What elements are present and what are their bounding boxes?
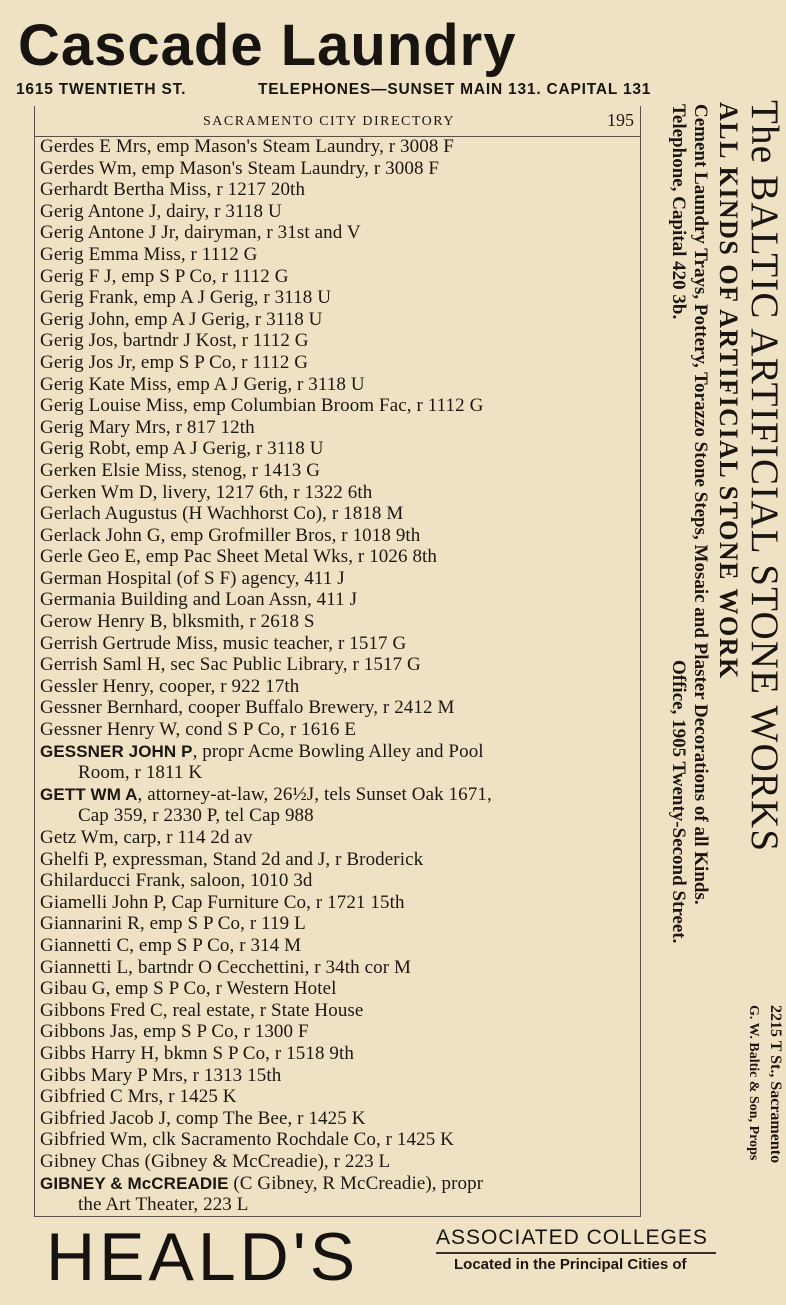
- entry-surname: Gerdes: [40, 157, 95, 179]
- healds-advertisement: [0, 1218, 786, 1295]
- directory-entry: [40, 805, 638, 827]
- stone-works-tagline: ALL KINDS OF ARTIFICIAL STONE WORK: [714, 102, 743, 680]
- directory-entry: [40, 1043, 638, 1065]
- directory-entry: [40, 482, 638, 504]
- entry-surname: Gibbons: [40, 1021, 106, 1043]
- entry-details: L, bartndr O Cecchettini, r 34th cor M: [111, 956, 411, 978]
- stone-works-office: Office, 1905 Twenty-Second Street.: [668, 660, 689, 944]
- entry-details: Robt, emp A J Gerig, r 3118 U: [83, 438, 324, 460]
- entry-surname: Gerig: [40, 308, 84, 330]
- directory-entry: [40, 1129, 638, 1151]
- directory-entry: [40, 611, 638, 633]
- entry-details: Frank, saloon, 1010 3d: [130, 870, 313, 892]
- associated-colleges: ASSOCIATED COLLEGES: [436, 1226, 716, 1254]
- laundry-advertisement: [0, 0, 690, 104]
- entry-surname: Gerlack: [40, 524, 101, 546]
- entry-surname: Gerig: [40, 200, 84, 222]
- stone-works-products: Cement Laundry Trays, Pottery, Torazzo Stone Steps, Mosaic and Plaster Decorations of all Kinds.: [690, 104, 711, 905]
- entry-surname: Gerrish: [40, 654, 98, 676]
- entry-surname: Gibfried: [40, 1107, 106, 1129]
- entry-details: Bertha Miss, r 1217 20th: [108, 179, 306, 201]
- entry-details: F J, emp S P Co, r 1112 G: [83, 265, 289, 287]
- entry-surname: Gerig: [40, 373, 84, 395]
- entry-details: Henry B, blksmith, r 2618 S: [92, 611, 315, 633]
- directory-entry: [40, 1086, 638, 1108]
- entry-details: Room, r 1811 K: [78, 762, 203, 784]
- directory-entry: [40, 503, 638, 525]
- entry-surname: Gessner: [40, 719, 102, 741]
- laundry-address: 1615 TWENTIETH ST.: [16, 81, 187, 98]
- directory-entry: [40, 1194, 638, 1216]
- stone-works-owner: G. W. Baltic & Son, Props: [746, 1005, 761, 1161]
- entry-surname: GIBNEY & McCREADIE: [40, 1173, 229, 1193]
- stone-works-address: 2215 T St., Sacramento: [767, 1005, 784, 1164]
- entry-details: C, emp S P Co, r 314 M: [111, 934, 302, 956]
- entry-details: , propr Acme Bowling Alley and Pool: [192, 740, 484, 762]
- entry-details: Jacob J, comp The Bee, r 1425 K: [105, 1107, 366, 1129]
- entry-surname: Gibfried: [40, 1086, 106, 1108]
- directory-entry: [40, 633, 638, 655]
- directory-entry: [40, 589, 638, 611]
- entry-surname: Gerdes: [40, 136, 95, 157]
- entry-details: , attorney-at-law, 26½J, tels Sunset Oak 1671,: [137, 783, 492, 805]
- entry-details: John, emp A J Gerig, r 3118 U: [83, 308, 323, 330]
- entry-details: Antone J, dairy, r 3118 U: [83, 200, 282, 222]
- directory-entry: [40, 158, 638, 180]
- directory-entry: [40, 1000, 638, 1022]
- entry-surname: Gibau: [40, 978, 87, 1000]
- entry-details: Gertrude Miss, music teacher, r 1517 G: [97, 632, 407, 654]
- entry-details: E Mrs, emp Mason's Steam Laundry, r 3008 F: [94, 136, 454, 157]
- entry-surname: Gerig: [40, 330, 84, 352]
- directory-entry: [40, 266, 638, 288]
- entry-surname: Gerow: [40, 611, 93, 633]
- entry-surname: Gerig: [40, 222, 84, 244]
- entry-details: Jas, emp S P Co, r 1300 F: [105, 1021, 309, 1043]
- directory-entry: [40, 460, 638, 482]
- directory-entry: [40, 676, 638, 698]
- directory-entry: [40, 697, 638, 719]
- directory-entry: [40, 1108, 638, 1130]
- directory-entry: [40, 546, 638, 568]
- entry-details: Wm, emp Mason's Steam Laundry, r 3008 F: [94, 157, 440, 179]
- stone-works-phone: Telephone, Capital 420 3b.: [668, 104, 689, 320]
- entry-surname: Gibney: [40, 1150, 97, 1172]
- entry-details: C Mrs, r 1425 K: [105, 1086, 237, 1108]
- entry-details: Antone J Jr, dairyman, r 31st and V: [83, 222, 361, 244]
- entry-surname: Giannetti: [40, 934, 112, 956]
- directory-entry: [40, 784, 638, 806]
- entry-surname: Gerken: [40, 481, 97, 503]
- laundry-phones: TELEPHONES—SUNSET MAIN 131. CAPITAL 131: [258, 81, 652, 98]
- entry-details: Mary P Mrs, r 1313 15th: [85, 1064, 282, 1086]
- stone-works-name: The BALTIC ARTIFICIAL STONE WORKS: [743, 100, 786, 853]
- directory-entry: [40, 1151, 638, 1173]
- directory-entry: [40, 222, 638, 244]
- directory-entry: [40, 1065, 638, 1087]
- entry-surname: Gessler: [40, 675, 98, 697]
- entry-details: Chas (Gibney & McCreadie), r 223 L: [96, 1150, 391, 1172]
- located-text: Located in the Principal Cities of: [454, 1256, 687, 1273]
- entry-details: Geo E, emp Pac Sheet Metal Wks, r 1026 8th: [82, 546, 438, 568]
- directory-entry: [40, 309, 638, 331]
- entry-surname: German: [40, 567, 102, 589]
- entry-surname: Ghelfi: [40, 848, 90, 870]
- entry-surname: Gibbs: [40, 1042, 86, 1064]
- entry-details: Henry W, cond S P Co, r 1616 E: [101, 719, 357, 741]
- entry-surname: Gerig: [40, 287, 84, 309]
- entry-details: Bernhard, cooper Buffalo Brewery, r 2412 M: [101, 697, 455, 719]
- entry-details: Building and Loan Assn, 411 J: [115, 589, 358, 611]
- entry-surname: Giannarini: [40, 913, 123, 935]
- directory-entries: [40, 136, 638, 1216]
- entry-surname: Gibbons: [40, 999, 106, 1021]
- directory-entry: [40, 719, 638, 741]
- entry-surname: Gerig: [40, 243, 84, 265]
- directory-entry: [40, 978, 638, 1000]
- entry-surname: Gibfried: [40, 1129, 106, 1151]
- entry-details: R, emp S P Co, r 119 L: [122, 913, 306, 935]
- directory-entry: [40, 330, 638, 352]
- entry-details: Wm, clk Sacramento Rochdale Co, r 1425 K: [105, 1129, 455, 1151]
- directory-entry: [40, 287, 638, 309]
- entry-surname: Gibbs: [40, 1064, 86, 1086]
- entry-surname: Giannetti: [40, 956, 112, 978]
- entry-details: Harry H, bkmn S P Co, r 1518 9th: [85, 1042, 354, 1064]
- entry-details: Fred C, real estate, r State House: [105, 999, 364, 1021]
- entry-surname: Gerrish: [40, 632, 98, 654]
- entry-surname: Gerig: [40, 351, 84, 373]
- entry-details: G, emp S P Co, r Western Hotel: [86, 978, 337, 1000]
- directory-entry: [40, 892, 638, 914]
- directory-entry: [40, 136, 638, 158]
- entry-details: P, expressman, Stand 2d and J, r Broderick: [89, 848, 424, 870]
- directory-entry: [40, 352, 638, 374]
- entry-details: John G, emp Grofmiller Bros, r 1018 9th: [100, 524, 421, 546]
- directory-entry: [40, 568, 638, 590]
- directory-entry: [40, 417, 638, 439]
- entry-details: Elsie Miss, stenog, r 1413 G: [96, 459, 321, 481]
- entry-surname: Gessner: [40, 697, 102, 719]
- entry-details: the Art Theater, 223 L: [78, 1194, 249, 1216]
- entry-surname: Gerhardt: [40, 179, 109, 201]
- entry-surname: GESSNER JOHN P: [40, 741, 193, 761]
- directory-entry: [40, 654, 638, 676]
- directory-entry: [40, 827, 638, 849]
- entry-surname: Gerig: [40, 395, 84, 417]
- entry-details: Wm, carp, r 114 2d av: [76, 827, 253, 848]
- entry-details: Henry, cooper, r 922 17th: [97, 675, 300, 697]
- entry-surname: GETT WM A: [40, 784, 138, 804]
- entry-details: John P, Cap Furniture Co, r 1721 15th: [107, 891, 405, 913]
- directory-entry: [40, 957, 638, 979]
- directory-entry: [40, 244, 638, 266]
- directory-entry: [40, 762, 638, 784]
- entry-surname: Gerig: [40, 265, 84, 287]
- directory-title: SACRAMENTO CITY DIRECTORY: [203, 114, 455, 129]
- entry-details: Jos, bartndr J Kost, r 1112 G: [83, 330, 309, 352]
- directory-listing: [34, 106, 641, 1217]
- directory-entry: [40, 395, 638, 417]
- entry-surname: Getz: [40, 827, 77, 848]
- entry-details: Kate Miss, emp A J Gerig, r 3118 U: [83, 373, 365, 395]
- entry-details: Louise Miss, emp Columbian Broom Fac, r 1112 G: [83, 395, 484, 417]
- directory-entry: [40, 741, 638, 763]
- entry-details: Cap 359, r 2330 P, tel Cap 988: [78, 805, 314, 827]
- entry-details: Emma Miss, r 1112 G: [83, 243, 258, 265]
- entry-surname: Giamelli: [40, 891, 108, 913]
- directory-entry: [40, 1173, 638, 1195]
- entry-details: Mary Mrs, r 817 12th: [83, 416, 255, 438]
- entry-details: Hospital (of S F) agency, 411 J: [101, 567, 345, 589]
- entry-details: Frank, emp A J Gerig, r 3118 U: [83, 287, 332, 309]
- entry-surname: Gerig: [40, 438, 84, 460]
- directory-entry: [40, 374, 638, 396]
- entry-details: Saml H, sec Sac Public Library, r 1517 G: [97, 654, 421, 676]
- stone-works-advertisement: [640, 100, 786, 1230]
- directory-entry: [40, 913, 638, 935]
- healds-title: HEALD'S: [46, 1219, 360, 1295]
- directory-entry: [40, 179, 638, 201]
- entry-surname: Germania: [40, 589, 116, 611]
- directory-entry: [40, 935, 638, 957]
- directory-entry: [40, 1021, 638, 1043]
- directory-entry: [40, 849, 638, 871]
- entry-surname: Gerlach: [40, 503, 101, 525]
- entry-surname: Gerle: [40, 546, 83, 568]
- directory-entry: [40, 870, 638, 892]
- entry-surname: Ghilarducci: [40, 870, 131, 892]
- directory-entry: [40, 201, 638, 223]
- entry-surname: Gerig: [40, 416, 84, 438]
- entry-surname: Gerken: [40, 459, 97, 481]
- directory-entry: [40, 438, 638, 460]
- entry-details: (C Gibney, R McCreadie), propr: [228, 1172, 484, 1194]
- laundry-title: Cascade Laundry: [18, 13, 517, 78]
- page-number: 195: [607, 110, 634, 130]
- directory-entry: [40, 525, 638, 547]
- entry-details: Wm D, livery, 1217 6th, r 1322 6th: [96, 481, 373, 503]
- directory-header: [35, 106, 640, 137]
- entry-details: Jos Jr, emp S P Co, r 1112 G: [83, 351, 309, 373]
- entry-details: Augustus (H Wachhorst Co), r 1818 M: [100, 503, 404, 525]
